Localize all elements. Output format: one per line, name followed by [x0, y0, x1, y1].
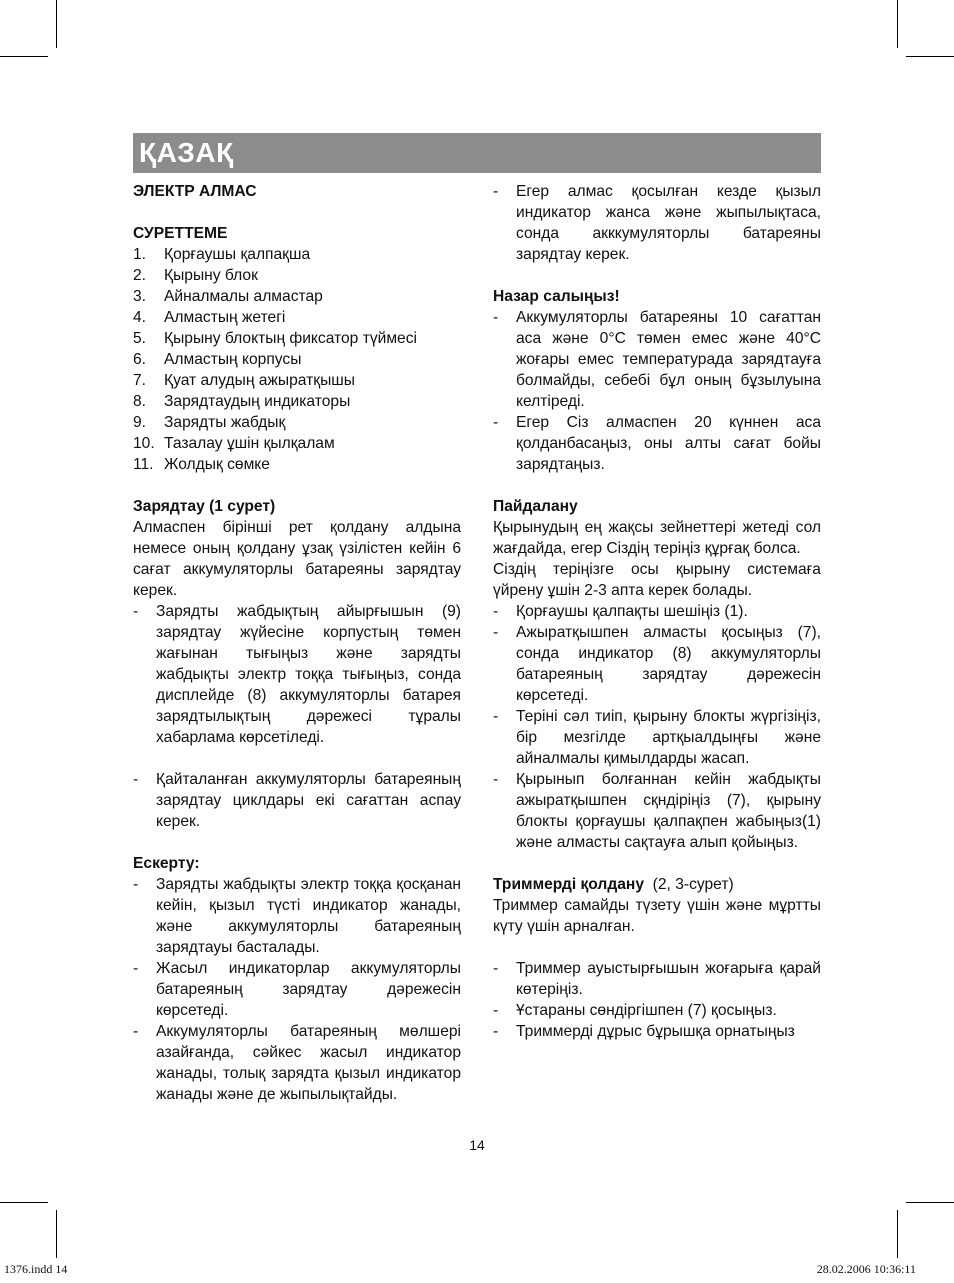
page-number: 14	[469, 1137, 485, 1153]
charging-heading: Зарядтау (1 сурет)	[133, 498, 276, 515]
charging-list	[133, 601, 461, 748]
product-title: ЭЛЕКТР АЛМАС	[133, 183, 257, 200]
trimmer-list-item: - Триммер ауыстырғышын жоғарыға қарай көтеріңіз.	[493, 958, 821, 1000]
parts-list-item: 6. Алмастың корпусы	[133, 351, 302, 368]
trimmer-heading-line	[493, 874, 821, 895]
trimmer-list	[493, 958, 821, 1042]
attention-list	[493, 307, 821, 475]
usage-list-item: - Қырынып болғаннан кейін жабдықты ажыратқышпен сқндіріңіз (7), қырыну блокты қорғаушы қалпақпен жабыңыз(1) және алмасты сақтауға алып қойыңыз.	[493, 769, 821, 853]
language-header-bar	[133, 133, 821, 173]
charging-list-item: - Қайталанған аккумуляторлы батареяның зарядтау циклдары екі сағаттан аспау керек.	[133, 769, 461, 832]
parts-list	[133, 244, 461, 475]
parts-list-item: 5. Қырыну блоктың фиксатор түймесі	[133, 330, 417, 347]
parts-list-item: 9. Зарядты жабдық	[133, 414, 286, 431]
crop-mark	[0, 1202, 48, 1203]
usage-heading: Пайдалану	[493, 498, 578, 515]
trimmer-heading: Триммерді қолдану	[493, 876, 644, 893]
crop-mark	[897, 0, 898, 48]
left-column	[133, 181, 461, 1105]
parts-list-item: 7. Қуат алудың ажыратқышы	[133, 372, 356, 389]
parts-list-item: 10. Тазалау ұшін қылқалам	[133, 435, 335, 452]
usage-list-item: - Ажыратқышпен алмасты қосыңыз (7), сонда индикатор (8) аккумуляторлы батареяның зарядтау дәрежесін көрсетеді.	[493, 622, 821, 706]
crop-mark	[897, 1210, 898, 1258]
attention-heading: Назар салыңыз!	[493, 288, 620, 305]
crop-mark	[906, 1202, 954, 1203]
description-heading: СУРЕТТЕМЕ	[133, 225, 228, 242]
parts-list-item: 8. Зарядтаудың индикаторы	[133, 393, 351, 410]
parts-list-item: 2. Қырыну блок	[133, 267, 258, 284]
usage-list-item: - Теріні сәл тиіп, қырыну блокты жүргізіңіз, бір мезгілде артқыалдыңғы және айналмалы қимылдарды жасап.	[493, 706, 821, 769]
charging-list-2	[133, 769, 461, 832]
attention-list-item: - Аккумуляторлы батареяны 10 сағаттан аса және 0°С төмен емес және 40°С жоғары емес температурада зарядтауға болмайды, себебі бұл оның бұзылуына келтіреді.	[493, 307, 821, 412]
crop-mark	[56, 0, 57, 48]
language-title: ҚАЗАҚ	[139, 137, 234, 168]
usage-list-item: - Қорғаушы қалпақты шешіңіз (1).	[493, 601, 821, 622]
usage-paragraph: Сіздің теріңізге осы қырыну системаға үйрену ұшін 2-3 апта керек болады.	[493, 561, 821, 599]
parts-list-item: 4. Алмастың жетегі	[133, 309, 286, 326]
right-column	[493, 181, 821, 1042]
note-list-item: - Жасыл индикаторлар аккумуляторлы батареяның зарядтау дәрежесін көрсетеді.	[133, 958, 461, 1021]
trimmer-list-item: - Ұстараны сөндіргішпен (7) қосыңыз.	[493, 1000, 821, 1021]
attention-list-item: - Егер Сіз алмаспен 20 күннен аса қолданбасаңыз, оны алты сағат бойы зарядтаңыз.	[493, 412, 821, 475]
crop-mark	[0, 56, 48, 57]
usage-paragraph: Қырынудың ең жақсы зейнеттері жетеді сол жағдайда, егер Сіздің теріңіз құрғақ болса.	[493, 519, 821, 557]
parts-list-item: 11. Жолдық сөмке	[133, 456, 270, 473]
note-heading: Ескерту:	[133, 855, 200, 872]
note-list	[133, 874, 461, 1105]
charging-list-item: - Зарядты жабдықтың айырғышын (9) зарядтау жүйесіне корпустың төмен жағынан тығыңыз және зарядты жабдықты электр тоққа тығыңыз, сонда дисплейде (8) аккумуляторлы батарея зарядтылықтың дәрежесі тұралы хабарлама көрсетіледі.	[133, 601, 461, 748]
indicator-list-item: - Егер алмас қосылған кезде қызыл индикатор жанса және жыпылықтаса, сонда акккумуляторлы батареяны зарядтау керек.	[493, 181, 821, 265]
parts-list-item: 1. Қорғаушы қалпақша	[133, 246, 311, 263]
note-list-item: - Аккумуляторлы батареяның мөлшері азайғанда, сәйкес жасыл индикатор жанады, толық зарядта қызыл индикатор жанады және де жыпылықтайды.	[133, 1021, 461, 1105]
trimmer-intro: Триммер самайды түзету үшін және мұртты күту үшін арналған.	[493, 897, 821, 935]
note-list-item: - Зарядты жабдықты электр тоққа қосқанан кейін, қызыл түсті индикатор жанады, және аккумуляторлы батареяның зарядтауы басталады.	[133, 874, 461, 958]
indicator-list	[493, 181, 821, 265]
print-slug-timestamp: 28.02.2006 10:36:11	[816, 1262, 916, 1276]
trimmer-list-item: - Триммерді дұрыс бұрышқа орнатыңыз	[493, 1021, 821, 1042]
crop-mark	[56, 1210, 57, 1258]
crop-mark	[906, 56, 954, 57]
print-slug-filename: 1376.indd 14	[4, 1262, 68, 1276]
trimmer-figure-ref: (2, 3-сурет)	[652, 876, 734, 893]
usage-list	[493, 601, 821, 853]
charging-intro: Алмаспен бірінші рет қолдану алдына немесе оның қолдану ұзақ үзілістен кейін 6 сағат аккумуляторлы батареяны зарядтау керек.	[133, 519, 461, 599]
parts-list-item: 3. Айналмалы алмастар	[133, 288, 323, 305]
